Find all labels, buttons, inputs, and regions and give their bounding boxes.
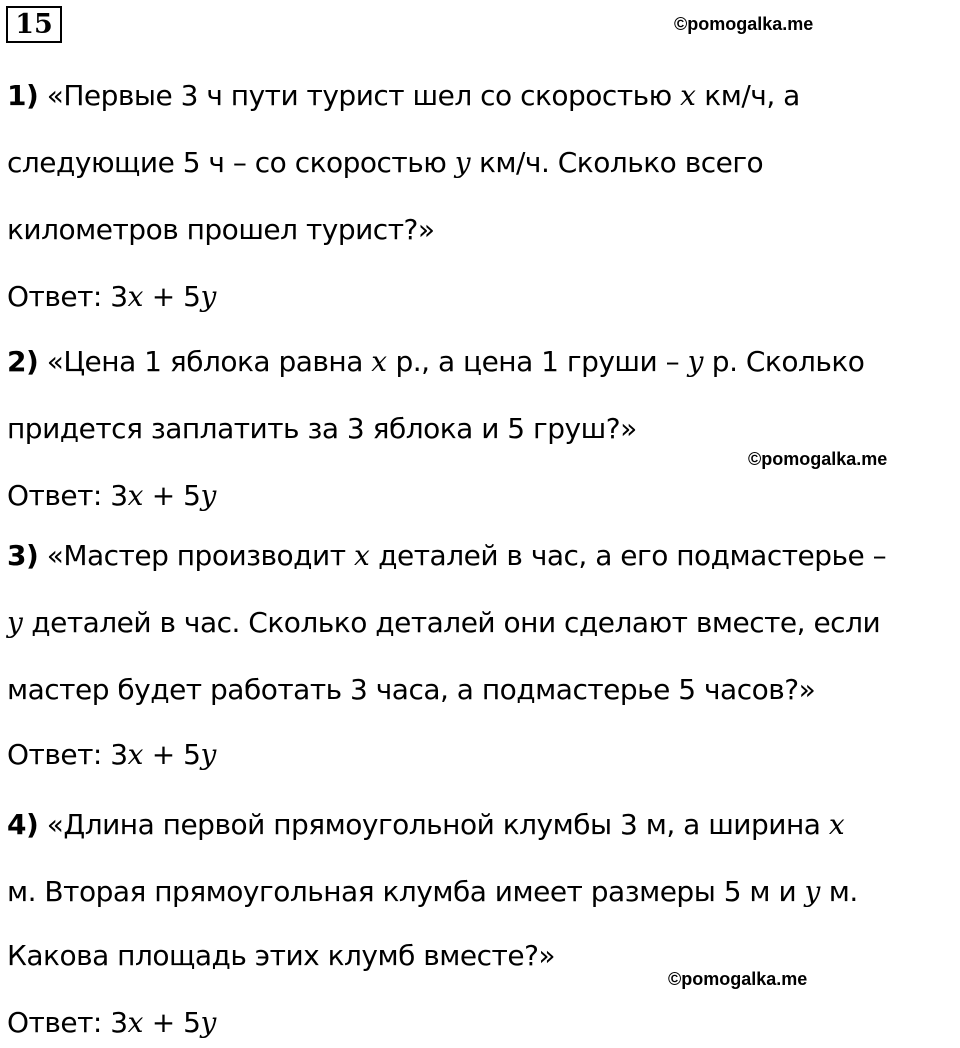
answer-label: Ответ: [7, 479, 111, 512]
answer-coefficient: 3 [110, 738, 128, 771]
problem-text: «Первые 3 ч пути турист шел со скоростью [46, 79, 681, 112]
problem-text: километров прошел турист?» [7, 213, 435, 246]
problem-text: м. Вторая прямоугольная клумба имеет размеры 5 м и [7, 875, 805, 908]
problem-2-line-1 [7, 342, 864, 382]
math-variable: x [828, 808, 845, 841]
answer-coefficient: 3 [110, 280, 128, 313]
problem-text: придется заплатить за 3 яблока и 5 груш?» [7, 412, 637, 445]
problem-3-number: 3) [7, 539, 39, 572]
math-variable: x [127, 738, 144, 771]
problem-text: Какова площадь этих клумб вместе?» [7, 939, 556, 972]
problem-4-line-1 [7, 805, 845, 845]
watermark-bottom: ©pomogalka.me [668, 969, 808, 989]
answer-label: Ответ: [7, 1006, 111, 1039]
watermark-middle: ©pomogalka.me [748, 449, 888, 469]
answer-coefficient: 3 [110, 479, 128, 512]
problem-text: км/ч. Сколько всего [470, 146, 764, 179]
problem-text: км/ч, а [695, 79, 800, 112]
math-variable: y [200, 738, 217, 771]
problem-1-line-3 [7, 210, 435, 250]
problem-4-line-3 [7, 936, 555, 976]
math-variable: x [371, 345, 388, 378]
problem-1-answer [7, 277, 216, 317]
watermark-top: ©pomogalka.me [674, 14, 814, 34]
problem-1-line-1 [7, 76, 800, 116]
problem-text: деталей в час, а его подмастерье – [369, 539, 887, 572]
problem-3-line-2 [7, 603, 880, 643]
problem-3-line-3 [7, 670, 815, 710]
problem-3-line-1 [7, 536, 886, 576]
task-number-box: 15 [6, 6, 62, 43]
math-variable: x [127, 479, 144, 512]
answer-coefficient: + 5 [143, 280, 201, 313]
answer-label: Ответ: [7, 738, 111, 771]
problem-text: р. Сколько [703, 345, 865, 378]
math-variable: y [200, 1006, 217, 1039]
answer-coefficient: + 5 [143, 1006, 201, 1039]
math-variable: y [687, 345, 704, 378]
math-variable: y [454, 146, 471, 179]
answer-coefficient: + 5 [143, 738, 201, 771]
problem-text: «Длина первой прямоугольной клумбы 3 м, а ширина [46, 808, 829, 841]
math-variable: y [804, 875, 821, 908]
problem-4-line-2 [7, 872, 858, 912]
problem-1-line-2 [7, 143, 763, 183]
problem-2-answer [7, 476, 216, 516]
math-variable: x [680, 79, 696, 112]
math-variable: x [353, 539, 370, 572]
math-variable: x [127, 280, 144, 313]
problem-2-line-2 [7, 409, 637, 449]
problem-text: р., а цена 1 груши – [387, 345, 688, 378]
math-variable: y [200, 280, 217, 313]
problem-text: мастер будет работать 3 часа, а подмастерье 5 часов?» [7, 673, 816, 706]
problem-text: «Цена 1 яблока равна [46, 345, 372, 378]
problem-text: деталей в час. Сколько деталей они сделают вместе, если [22, 606, 881, 639]
problem-1-number: 1) [7, 79, 39, 112]
math-variable: x [127, 1006, 144, 1039]
answer-coefficient: 3 [110, 1006, 128, 1039]
answer-label: Ответ: [7, 280, 111, 313]
problem-4-number: 4) [7, 808, 39, 841]
math-variable: y [7, 606, 23, 639]
problem-text: «Мастер производит [46, 539, 354, 572]
problem-3-answer [7, 735, 216, 775]
problem-2-number: 2) [7, 345, 39, 378]
problem-4-answer [7, 1003, 216, 1043]
math-variable: y [200, 479, 217, 512]
problem-text: следующие 5 ч – со скоростью [7, 146, 455, 179]
answer-coefficient: + 5 [143, 479, 201, 512]
problem-text: м. [820, 875, 858, 908]
